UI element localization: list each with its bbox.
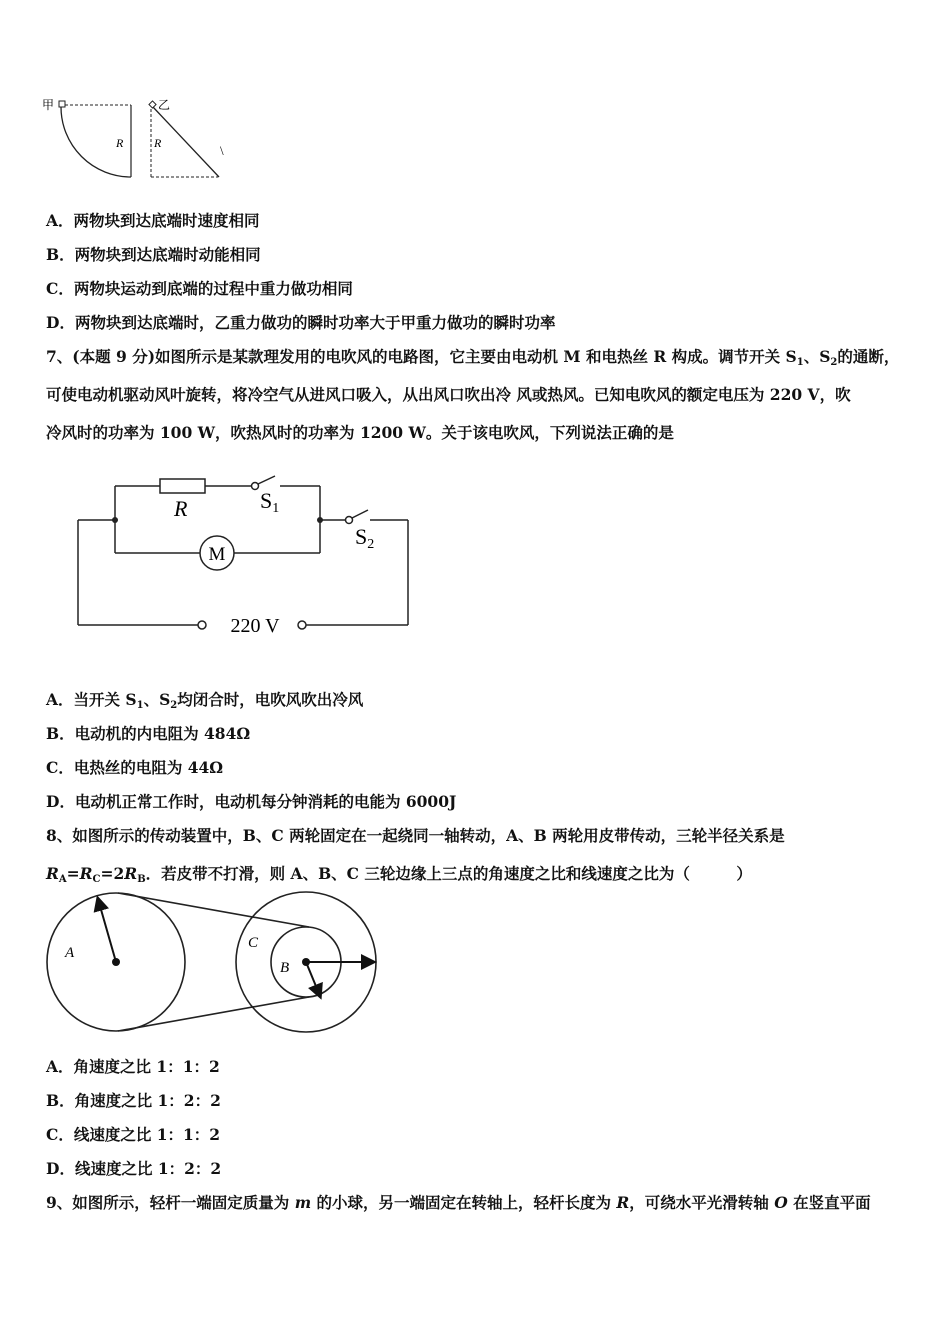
label-R-left: R — [116, 136, 124, 150]
junction-right — [317, 517, 323, 523]
resistor-R — [160, 479, 205, 493]
q7-option-a: A．当开关 $S_1$、$S_2$均闭合时，电吹风吹出冷风 — [46, 690, 364, 711]
q6-option-c: C．两物块运动到底端的过程中重力做功相同 — [46, 279, 353, 298]
belt-bottom — [118, 997, 309, 1031]
q7-stem-line1: 7、(本题 9 分)如图所示是某款理发用的电吹风的电路图，它主要由电动机 M 和电热丝 R 构成。调节开关 $S_1$、$S_2$的通断， — [46, 347, 900, 368]
block-yi — [149, 101, 156, 108]
q8-stem-line2: $R_A=R_C=2R_B$．若皮带不打滑，则 A、B、C 三轮边缘上三点的角速度之比和线速度之比为（ ） — [46, 864, 752, 885]
label-C: C — [248, 935, 259, 951]
figure-belt-drive — [40, 890, 385, 1040]
q8-option-b: B．角速度之比 1：2：2 — [46, 1091, 221, 1110]
switch-s2-blade — [352, 510, 368, 518]
q8-stem-line1: 8、如图所示的传动装置中，B、C 两轮固定在一起绕同一轴转动，A、B 两轮用皮带传动，三轮半径关系是 — [46, 826, 785, 845]
q8-option-d: D．线速度之比 1：2：2 — [46, 1159, 222, 1178]
label-B: B — [280, 960, 290, 976]
q8-option-a: A．角速度之比 1：1：2 — [46, 1057, 220, 1076]
radius-arrow-A — [98, 899, 116, 962]
q8-option-c: C．线速度之比 1：1：2 — [46, 1125, 221, 1144]
q6-option-b: B．两物块到达底端时动能相同 — [46, 245, 261, 264]
figure-track-and-incline — [40, 95, 240, 190]
switch-s1-blade — [258, 476, 275, 484]
figure-circuit — [70, 468, 420, 640]
stray-mark: \ — [220, 143, 224, 158]
label-s1: S1 — [260, 488, 280, 516]
radius-arrow-B — [306, 962, 320, 996]
q7-stem-line3: 冷风时的功率为 100 W，吹热风时的功率为 1200 W。关于该电吹风，下列说法正确的是 — [46, 423, 674, 442]
terminal-right — [298, 621, 306, 629]
label-s2: S2 — [355, 524, 375, 552]
q7-option-b: B．电动机的内电阻为 484Ω — [46, 724, 251, 743]
q7-stem-line2: 可使电动机驱动风叶旋转，将冷空气从进风口吸入，从出风口吹出冷 风或热风。已知电吹风的额定电压为 220 V，吹 — [46, 385, 851, 404]
q7-option-d: D．电动机正常工作时，电动机每分钟消耗的电能为 6000J — [46, 792, 457, 811]
q7-option-c: C．电热丝的电阻为 44Ω — [46, 758, 224, 777]
label-R-right: R — [154, 136, 162, 150]
label-R: R — [174, 496, 188, 521]
label-M: M — [208, 544, 226, 565]
label-yi: 乙 — [158, 98, 171, 112]
switch-s2-pivot — [346, 517, 353, 524]
junction-left — [112, 517, 118, 523]
label-A: A — [65, 945, 75, 961]
q6-option-a: A．两物块到达底端时速度相同 — [46, 211, 260, 230]
switch-s1-pivot — [252, 483, 259, 490]
belt-top — [118, 893, 309, 927]
incline — [153, 107, 219, 177]
block-jia — [59, 101, 65, 107]
q9-stem-line1: 9、如图所示，轻杆一端固定质量为 m 的小球，另一端固定在转轴上，轻杆长度为 R，可绕水平光滑转轴 O 在竖直平面 — [46, 1193, 871, 1212]
label-jia: 甲 — [42, 98, 55, 112]
q6-option-d: D．两物块到达底端时，乙重力做功的瞬时功率大于甲重力做功的瞬时功率 — [46, 313, 556, 332]
terminal-left — [198, 621, 206, 629]
label-voltage: 220 V — [230, 615, 280, 637]
